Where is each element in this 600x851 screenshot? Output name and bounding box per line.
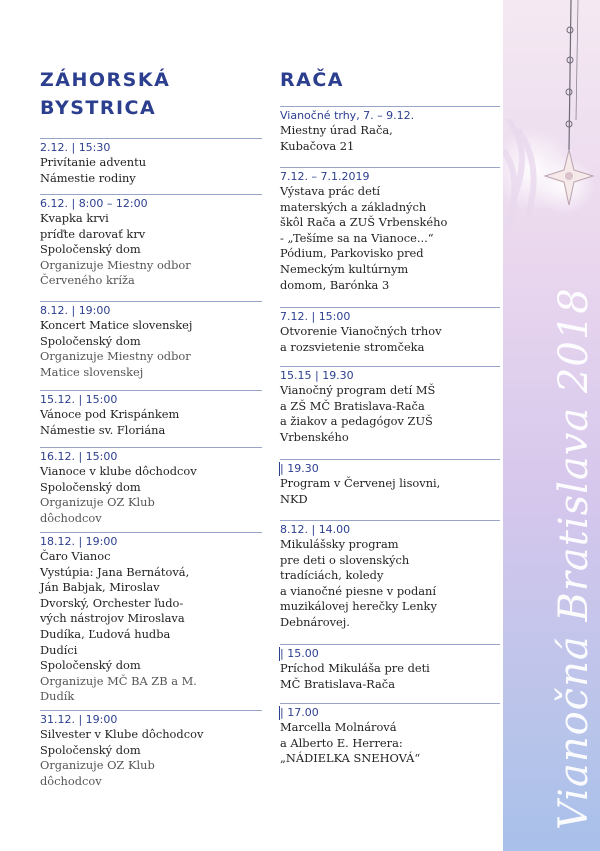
event-divider <box>40 194 262 195</box>
event-divider <box>280 106 500 107</box>
event-line: príďte darovať krv <box>40 226 146 241</box>
event-line: Vrbenského <box>280 429 349 444</box>
event-organizer: dôchodcov <box>40 510 102 525</box>
sidebar-title: Vianočná Bratislava 2018 <box>551 287 597 830</box>
event-line: Spoločenský dom <box>40 658 141 673</box>
left-event-5 <box>40 449 262 526</box>
event-organizer: dôchodcov <box>40 773 102 788</box>
event-divider <box>40 532 262 533</box>
event-line: Kvapka krvi <box>40 211 109 225</box>
event-date: 6.12. | 8:00 – 12:00 <box>40 197 148 210</box>
time-marker-stroke <box>279 647 280 661</box>
event-line: Spoločenský dom <box>40 333 141 348</box>
event-line: Ján Babjak, Miroslav <box>40 580 160 595</box>
event-organizer: Organizuje OZ Klub <box>40 495 155 510</box>
left-event-3 <box>40 303 262 380</box>
right-event-6 <box>280 522 500 631</box>
event-divider <box>280 644 500 645</box>
event-line: Dvorský, Orchester ľudo- <box>40 595 184 610</box>
decorative-sidebar <box>503 0 600 851</box>
event-line: tradíciách, koledy <box>280 568 384 583</box>
left-event-1 <box>40 140 262 186</box>
event-line: Privítanie adventu <box>40 155 147 169</box>
event-line: Spoločenský dom <box>40 742 141 757</box>
right-event-8 <box>280 705 500 767</box>
event-line: Pódium, Parkovisko pred <box>280 246 424 261</box>
event-date: 7.12. | 15:00 <box>280 310 351 323</box>
time-marker-stroke <box>279 462 280 476</box>
event-line: a ZŠ MČ Bratislava-Rača <box>280 398 425 413</box>
event-divider <box>40 447 262 448</box>
event-line: Dudíka, Ľudová hudba <box>40 626 171 641</box>
event-organizer: Dudík <box>40 689 75 704</box>
left-event-7 <box>40 712 262 789</box>
right-event-5 <box>280 461 500 507</box>
event-line: materských a základných <box>280 199 427 214</box>
event-line: MČ Bratislava-Rača <box>280 676 395 691</box>
event-organizer: Organizuje MČ BA ZB a M. <box>40 673 197 688</box>
event-line: Program v Červenej lisovni, <box>280 476 441 490</box>
event-line: Námestie sv. Floriána <box>40 422 166 437</box>
event-line: Nemeckým kultúrnym <box>280 261 409 276</box>
right-event-3 <box>280 309 500 355</box>
right-event-7 <box>280 646 500 692</box>
event-organizer: Červeného kríža <box>40 273 135 288</box>
event-line: Príchod Mikuláša pre deti <box>280 661 430 675</box>
event-line: a rozsvietenie stromčeka <box>280 339 425 354</box>
christmas-ornament-icon <box>503 0 600 260</box>
event-line: Vianočný program detí MŠ <box>280 383 436 397</box>
event-line: Spoločenský dom <box>40 479 141 494</box>
event-divider <box>280 703 500 704</box>
event-divider <box>280 366 500 367</box>
event-date: 15.15 | 19.30 <box>280 369 354 382</box>
event-line: Silvester v Klube dôchodcov <box>40 727 204 741</box>
event-line: domom, Barónka 3 <box>280 277 390 292</box>
left-event-6 <box>40 534 262 705</box>
left-event-2 <box>40 196 262 289</box>
event-line: vých nástrojov Miroslava <box>40 611 185 626</box>
event-divider <box>280 167 500 168</box>
time-marker-stroke <box>279 706 280 720</box>
right-event-2 <box>280 169 500 293</box>
event-date: 15.12. | 15:00 <box>40 393 118 406</box>
event-date: | 17.00 <box>280 706 319 719</box>
event-line: Vystúpia: Jana Bernátová, <box>40 564 190 579</box>
event-date: 8.12. | 14.00 <box>280 523 351 536</box>
event-line: NKD <box>280 491 308 506</box>
event-organizer: Organizuje OZ Klub <box>40 758 155 773</box>
event-date: 2.12. | 15:30 <box>40 141 111 154</box>
event-divider <box>40 301 262 302</box>
event-divider <box>40 390 262 391</box>
event-organizer: Matice slovenskej <box>40 364 144 379</box>
event-divider <box>280 307 500 308</box>
event-date: | 19.30 <box>280 462 319 475</box>
right-event-1 <box>280 108 500 154</box>
event-organizer: Organizuje Miestny odbor <box>40 349 191 364</box>
event-line: Debnárovej. <box>280 614 350 629</box>
event-divider <box>280 520 500 521</box>
event-line: Vánoce pod Krispánkem <box>40 407 180 421</box>
event-line: muzikálovej herečky Lenky <box>280 599 437 614</box>
right-event-4 <box>280 368 500 445</box>
event-line: Vianoce v klube dôchodcov <box>40 464 197 478</box>
event-line: Dudíci <box>40 642 78 657</box>
event-divider <box>280 459 500 460</box>
event-divider <box>40 710 262 711</box>
left-event-4 <box>40 392 262 438</box>
event-line: Čaro Vianoc <box>40 549 111 563</box>
event-line: Kubačova 21 <box>280 138 355 153</box>
event-line: Otvorenie Vianočných trhov <box>280 324 442 338</box>
event-line: a žiakov a pedagógov ZUŠ <box>280 414 433 429</box>
event-line: Námestie rodiny <box>40 170 136 185</box>
event-organizer: Organizuje Miestny odbor <box>40 257 191 272</box>
event-date: 18.12. | 19:00 <box>40 535 118 548</box>
event-line: škôl Rača a ZUŠ Vrbenského <box>280 215 448 230</box>
raca-heading: RAČA <box>280 69 344 91</box>
event-line: Koncert Matice slovenskej <box>40 318 193 332</box>
event-date: 31.12. | 19:00 <box>40 713 118 726</box>
event-line: - „Tešíme sa na Vianoce...“ <box>280 230 434 245</box>
event-line: „NÁDIELKA SNEHOVÁ“ <box>280 751 421 766</box>
event-line: Miestny úrad Rača, <box>280 123 393 137</box>
event-line: a Alberto E. Herrera: <box>280 735 403 750</box>
event-date: 7.12. – 7.1.2019 <box>280 170 370 183</box>
event-line: Výstava prác detí <box>280 184 381 198</box>
event-line: pre deti o slovenských <box>280 552 410 567</box>
event-date: 16.12. | 15:00 <box>40 450 118 463</box>
zahorska-bystrica-heading: ZÁHORSKÁ BYSTRICA <box>40 69 171 119</box>
event-line: Marcella Molnárová <box>280 720 397 734</box>
event-date: 8.12. | 19:00 <box>40 304 111 317</box>
event-date: Vianočné trhy, 7. – 9.12. <box>280 109 415 122</box>
event-line: Spoločenský dom <box>40 242 141 257</box>
event-line: Mikulášsky program <box>280 537 399 551</box>
event-divider <box>40 138 262 139</box>
event-line: a vianočné piesne v podaní <box>280 583 437 598</box>
event-date: | 15.00 <box>280 647 319 660</box>
